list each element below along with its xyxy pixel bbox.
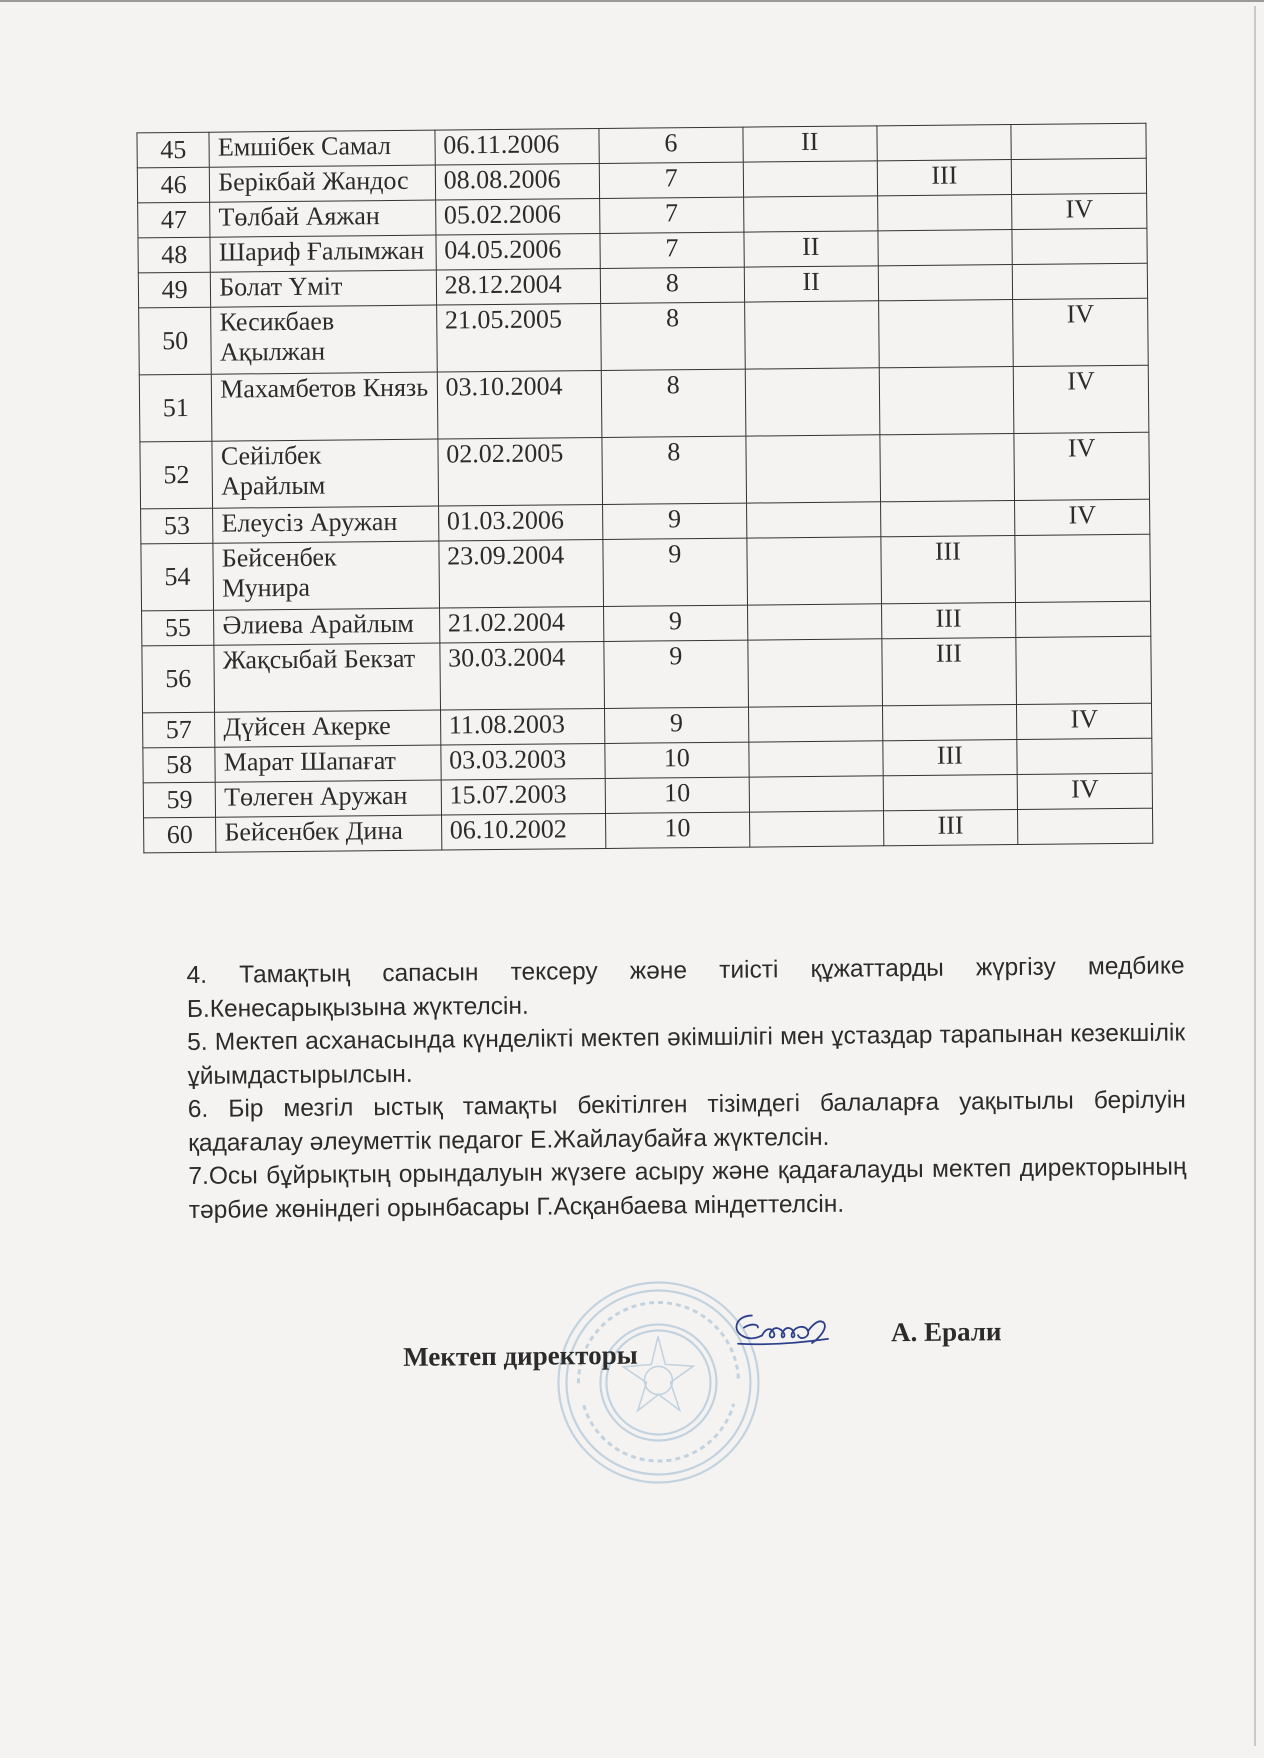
empty-cell bbox=[747, 537, 882, 605]
clause-6: 6. Бір мезгіл ыстық тамақты бекітілген тізімдегі балаларға уақытылы берілуін қадағалау әлеуметтік педагог Е.Жайлаубайға жүктелсін. bbox=[187, 1086, 1186, 1157]
empty-cell bbox=[743, 196, 877, 232]
empty-cell bbox=[1016, 636, 1151, 704]
birth-date: 06.10.2002 bbox=[441, 813, 606, 850]
student-name: Марат Шапағат bbox=[215, 745, 441, 782]
birth-date: 02.02.2005 bbox=[438, 437, 603, 506]
birth-date: 05.02.2006 bbox=[435, 198, 600, 235]
empty-cell bbox=[883, 775, 1018, 811]
empty-cell bbox=[745, 368, 880, 436]
student-name: Болат Үміт bbox=[211, 270, 437, 307]
birth-date: 30.03.2004 bbox=[440, 641, 605, 710]
grade: 8 bbox=[600, 267, 744, 303]
student-name: Берікбай Жандос bbox=[210, 165, 436, 202]
empty-cell bbox=[879, 434, 1014, 502]
row-number: 46 bbox=[137, 167, 210, 203]
level-mark: IV bbox=[1013, 365, 1148, 433]
row-number: 58 bbox=[143, 747, 216, 783]
row-number: 51 bbox=[139, 374, 212, 442]
clause-4: 4. Тамақтың сапасын тексеру және тиісті құжаттарды жүргізу медбике Б.Кенесарықызына жүктелсін. bbox=[186, 952, 1185, 1023]
empty-cell bbox=[743, 161, 877, 197]
birth-date: 03.10.2004 bbox=[437, 370, 602, 439]
empty-cell bbox=[1017, 738, 1152, 774]
level-mark: III bbox=[881, 603, 1016, 639]
empty-cell bbox=[1011, 123, 1146, 159]
level-mark: IV bbox=[1017, 773, 1152, 809]
empty-cell bbox=[880, 501, 1015, 537]
level-mark: IV bbox=[1015, 499, 1150, 535]
empty-cell bbox=[748, 706, 882, 742]
empty-cell bbox=[882, 705, 1017, 741]
student-name: Төлбай Аяжан bbox=[210, 200, 436, 237]
birth-date: 11.08.2003 bbox=[440, 708, 605, 745]
level-mark: IV bbox=[1012, 193, 1147, 229]
level-mark: II bbox=[743, 126, 877, 162]
empty-cell bbox=[747, 604, 881, 640]
student-name: Сейілбек Арайлым bbox=[212, 439, 438, 508]
grade: 8 bbox=[601, 302, 745, 370]
birth-date: 23.09.2004 bbox=[439, 539, 604, 608]
empty-cell bbox=[749, 776, 883, 812]
empty-cell bbox=[1016, 601, 1151, 637]
grade: 9 bbox=[603, 605, 747, 641]
birth-date: 15.07.2003 bbox=[441, 778, 606, 815]
empty-cell bbox=[878, 265, 1013, 301]
grade: 8 bbox=[601, 369, 745, 437]
grade: 10 bbox=[605, 777, 749, 813]
row-number: 50 bbox=[139, 307, 212, 375]
empty-cell bbox=[1018, 808, 1153, 844]
empty-cell bbox=[878, 230, 1013, 266]
birth-date: 04.05.2006 bbox=[436, 233, 601, 270]
student-name: Шариф Ғалымжан bbox=[210, 235, 436, 272]
birth-date: 21.05.2005 bbox=[436, 303, 601, 372]
order-clauses bbox=[186, 949, 1187, 1227]
empty-cell bbox=[746, 502, 880, 538]
level-mark: IV bbox=[1017, 703, 1152, 739]
row-number: 55 bbox=[142, 610, 215, 646]
level-mark: III bbox=[877, 160, 1012, 196]
student-name: Махамбетов Князь bbox=[212, 372, 438, 441]
empty-cell bbox=[749, 811, 883, 847]
table-row bbox=[139, 365, 1149, 442]
director-name: А. Ерали bbox=[890, 1316, 1002, 1348]
level-mark: IV bbox=[1014, 432, 1149, 500]
row-number: 48 bbox=[138, 237, 211, 273]
birth-date: 28.12.2004 bbox=[436, 268, 601, 305]
grade: 9 bbox=[602, 503, 746, 539]
empty-cell bbox=[878, 300, 1013, 368]
row-number: 52 bbox=[140, 441, 213, 509]
empty-cell bbox=[1015, 534, 1150, 602]
student-table-body bbox=[137, 123, 1153, 853]
row-number: 59 bbox=[143, 782, 216, 818]
clause-7: 7.Осы бұйрықтың орындалуын жүзеге асыру және қадағалауды мектеп директорының тәрбие жөніндегі орынбасары Г.Асқанбаева міндеттелсін. bbox=[188, 1153, 1187, 1224]
student-name: Елеусіз Аружан bbox=[213, 506, 439, 543]
grade: 7 bbox=[599, 162, 743, 198]
table-row bbox=[142, 636, 1152, 713]
handwritten-signature-icon bbox=[728, 1305, 848, 1356]
row-number: 53 bbox=[141, 508, 214, 544]
empty-cell bbox=[879, 367, 1014, 435]
row-number: 47 bbox=[138, 202, 211, 238]
student-name: Бейсенбек Дина bbox=[216, 815, 442, 852]
table-row bbox=[141, 534, 1151, 611]
student-table bbox=[136, 123, 1153, 854]
row-number: 60 bbox=[144, 817, 217, 853]
empty-cell bbox=[746, 435, 881, 503]
student-name: Кесикбаев Ақылжан bbox=[211, 305, 437, 374]
empty-cell bbox=[1012, 263, 1147, 299]
grade: 8 bbox=[602, 436, 746, 504]
grade: 10 bbox=[605, 812, 749, 848]
student-name: Бейсенбек Мунира bbox=[213, 541, 439, 610]
empty-cell bbox=[748, 639, 883, 707]
empty-cell bbox=[877, 195, 1012, 231]
empty-cell bbox=[877, 125, 1012, 161]
empty-cell bbox=[744, 301, 879, 369]
student-name: Дүйсен Акерке bbox=[215, 710, 441, 747]
level-mark: III bbox=[882, 740, 1017, 776]
row-number: 54 bbox=[141, 543, 214, 611]
student-name: Жақсыбай Бекзат bbox=[214, 643, 440, 712]
birth-date: 06.11.2006 bbox=[435, 128, 600, 165]
empty-cell bbox=[749, 741, 883, 777]
student-name: Әлиева Арайлым bbox=[214, 608, 440, 645]
student-name: Емшібек Самал bbox=[209, 130, 435, 167]
grade: 7 bbox=[600, 232, 744, 268]
birth-date: 08.08.2006 bbox=[435, 163, 600, 200]
grade: 9 bbox=[603, 538, 747, 606]
row-number: 56 bbox=[142, 645, 215, 713]
grade: 10 bbox=[605, 742, 749, 778]
row-number: 45 bbox=[137, 132, 210, 168]
signature-block bbox=[8, 1306, 1264, 1378]
level-mark: II bbox=[744, 266, 878, 302]
clause-5: 5. Мектеп асханасында күнделікті мектеп әкімшілігі мен ұстаздар тарапынан кезекшілік ұйымдастырылсын. bbox=[187, 1019, 1186, 1090]
birth-date: 03.03.2003 bbox=[441, 743, 606, 780]
table-row bbox=[140, 432, 1150, 509]
grade: 7 bbox=[600, 197, 744, 233]
empty-cell bbox=[1012, 228, 1147, 264]
student-name: Төлеген Аружан bbox=[216, 780, 442, 817]
level-mark: III bbox=[883, 810, 1018, 846]
level-mark: III bbox=[881, 638, 1016, 706]
table-row bbox=[139, 298, 1149, 375]
birth-date: 21.02.2004 bbox=[439, 606, 604, 643]
grade: 6 bbox=[599, 127, 743, 163]
level-mark: IV bbox=[1013, 298, 1148, 366]
director-title: Мектеп директоры bbox=[403, 1339, 638, 1372]
grade: 9 bbox=[604, 640, 748, 708]
empty-cell bbox=[1011, 158, 1146, 194]
row-number: 49 bbox=[138, 272, 211, 308]
level-mark: II bbox=[744, 231, 878, 267]
grade: 9 bbox=[604, 707, 748, 743]
level-mark: III bbox=[880, 536, 1015, 604]
birth-date: 01.03.2006 bbox=[438, 504, 603, 541]
row-number: 57 bbox=[143, 712, 216, 748]
